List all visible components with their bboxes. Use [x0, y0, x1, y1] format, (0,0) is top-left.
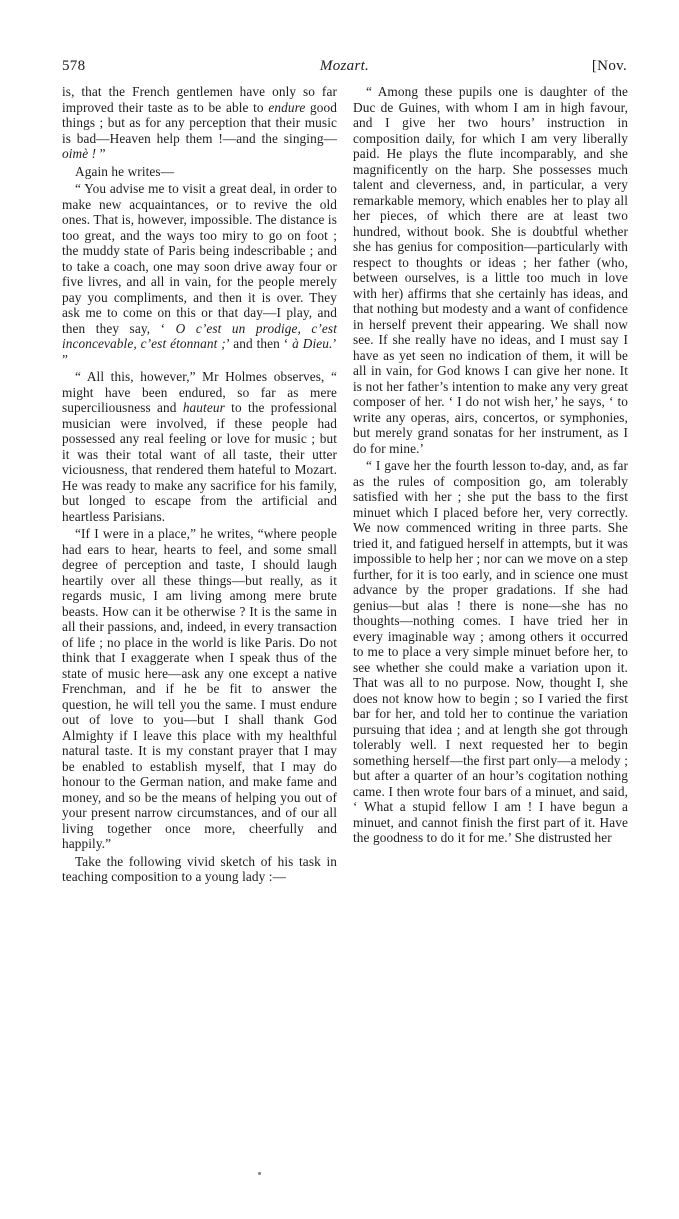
- paragraph: “ All this, however,” Mr Holmes observes, “ might have been endured, so far as mere superciliousness and hauteur to the professional musician were involved, if these people had possessed any real feeling or love for music ; but it was their total want of all taste, their utter viciousness, that rendered them hateful to Mozart. He was ready to make any sacrifice for his family, but longed to escape from the artificial and heartless Parisians.: [62, 369, 337, 524]
- paragraph: “If I were in a place,” he writes, “where people had ears to hear, hearts to feel, and some small degree of perception and taste, I should laugh heartily over all these things—but really, as it regards music, I am living among mere brute beasts. How can it be otherwise ? It is the same in all their passions, and, indeed, in every transaction of life ; no place in the world is like Paris. Do not think that I exaggerate when I speak thus of the state of music here—ask any one except a native Frenchman, and if he be fit to answer the question, he will tell you the same. I must endure out of love to you—but I shall thank God Almighty if I leave this place with my healthful natural taste. It is my constant prayer that I may be enabled to establish myself, that I may do honour to the German nation, and make fame and money, and so be the means of helping you out of your present narrow circumstances, and of our all living together once more, cheerfully and happily.”: [62, 526, 337, 851]
- page-number: 578: [62, 58, 86, 74]
- running-title: Mozart.: [319, 58, 370, 74]
- paragraph: Take the following vivid sketch of his task in teaching composition to a young lady :—: [62, 853, 337, 884]
- page-header: [62, 58, 627, 75]
- scan-artifact: [258, 1172, 261, 1175]
- paragraph: is, that the French gentlemen have only so far improved their taste as to be able to endure good things ; but as for any perception that their music is bad—Heaven help them !—and the singing—oimè ! ”: [62, 84, 337, 161]
- paragraph: “ Among these pupils one is daughter of the Duc de Guines, with whom I am in high favour, and I give her two hours’ instruction in composition daily, for which I am very liberally paid. He plays the flute incomparably, and she magnificently on the harp. She possesses much talent and cleverness, and, in particular, a very remarkable memory, which enables her to play all her pieces, of which there are at least two hundred, without book. She is doubtful whether she has genius for composition—particularly with respect to thoughts or ideas ; her father (who, between ourselves, is a little too much in love with her) affirms that she certainly has ideas, and that nothing but modesty and a want of confidence in herself prevent their appearing. We shall now see. If she really have no ideas, and I must say I have as yet seen no indication of them, it will be all in vain, for God knows I can give her none. It is not her father’s intention to make any very great composer of her. ‘ I do not wish her,’ he says, ‘ to write any operas, airs, concertos, or symphonies, but merely grand sonatas for her instrument, as I do for mine.’: [353, 84, 628, 456]
- column-left: [62, 84, 337, 885]
- page-body: [62, 84, 629, 885]
- paragraph: “ You advise me to visit a great deal, in order to make new acquaintances, or to revive the old ones. That is, however, impossible. The distance is too great, and the ways too miry to go on foot ; the muddy state of Paris being indescribable ; and to take a coach, one may soon drive away four or five livres, and all in vain, for the people merely pay you compliments, and then it is over. They ask me to come on this or that day—I play, and then they say, ‘ O c’est un prodige, c’est inconcevable, c’est étonnant ;’ and then ‘ à Dieu.’ ”: [62, 181, 337, 367]
- paragraph: Again he writes—: [75, 163, 175, 179]
- issue-label: [Nov.: [591, 58, 627, 74]
- column-right: [353, 84, 628, 885]
- paragraph: “ I gave her the fourth lesson to-day, and, as far as the rules of composition go, am tolerably satisfied with her ; she put the bass to the first minuet which I placed before her, very correctly. We now commenced writing in three parts. She tried it, and fatigued herself in attempts, but it was impossible to help her ; nor can we move on a step further, for it is too early, and in science one must advance by the proper gradations. If she had genius—but alas ! there is none—she has no thoughts—nothing comes. I have tried her in every imaginable way ; among others it occurred to me to place a very simple minuet before her, to see whether she could make a variation upon it. That was all to no purpose. Now, thought I, she does not know how to begin ; so I varied the first bar for her, and told her to continue the variation pursuing that idea ; and at length she got through tolerably well. I next requested her to begin something herself—the first part only—a melody ; but after a quarter of an hour’s cogitation nothing came. I then wrote four bars of a minuet, and said, ‘ What a stupid fellow I am ! I have begun a minuet, and cannot finish the first part of it. Have the goodness to do it for me.’ She distrusted her: [353, 458, 628, 845]
